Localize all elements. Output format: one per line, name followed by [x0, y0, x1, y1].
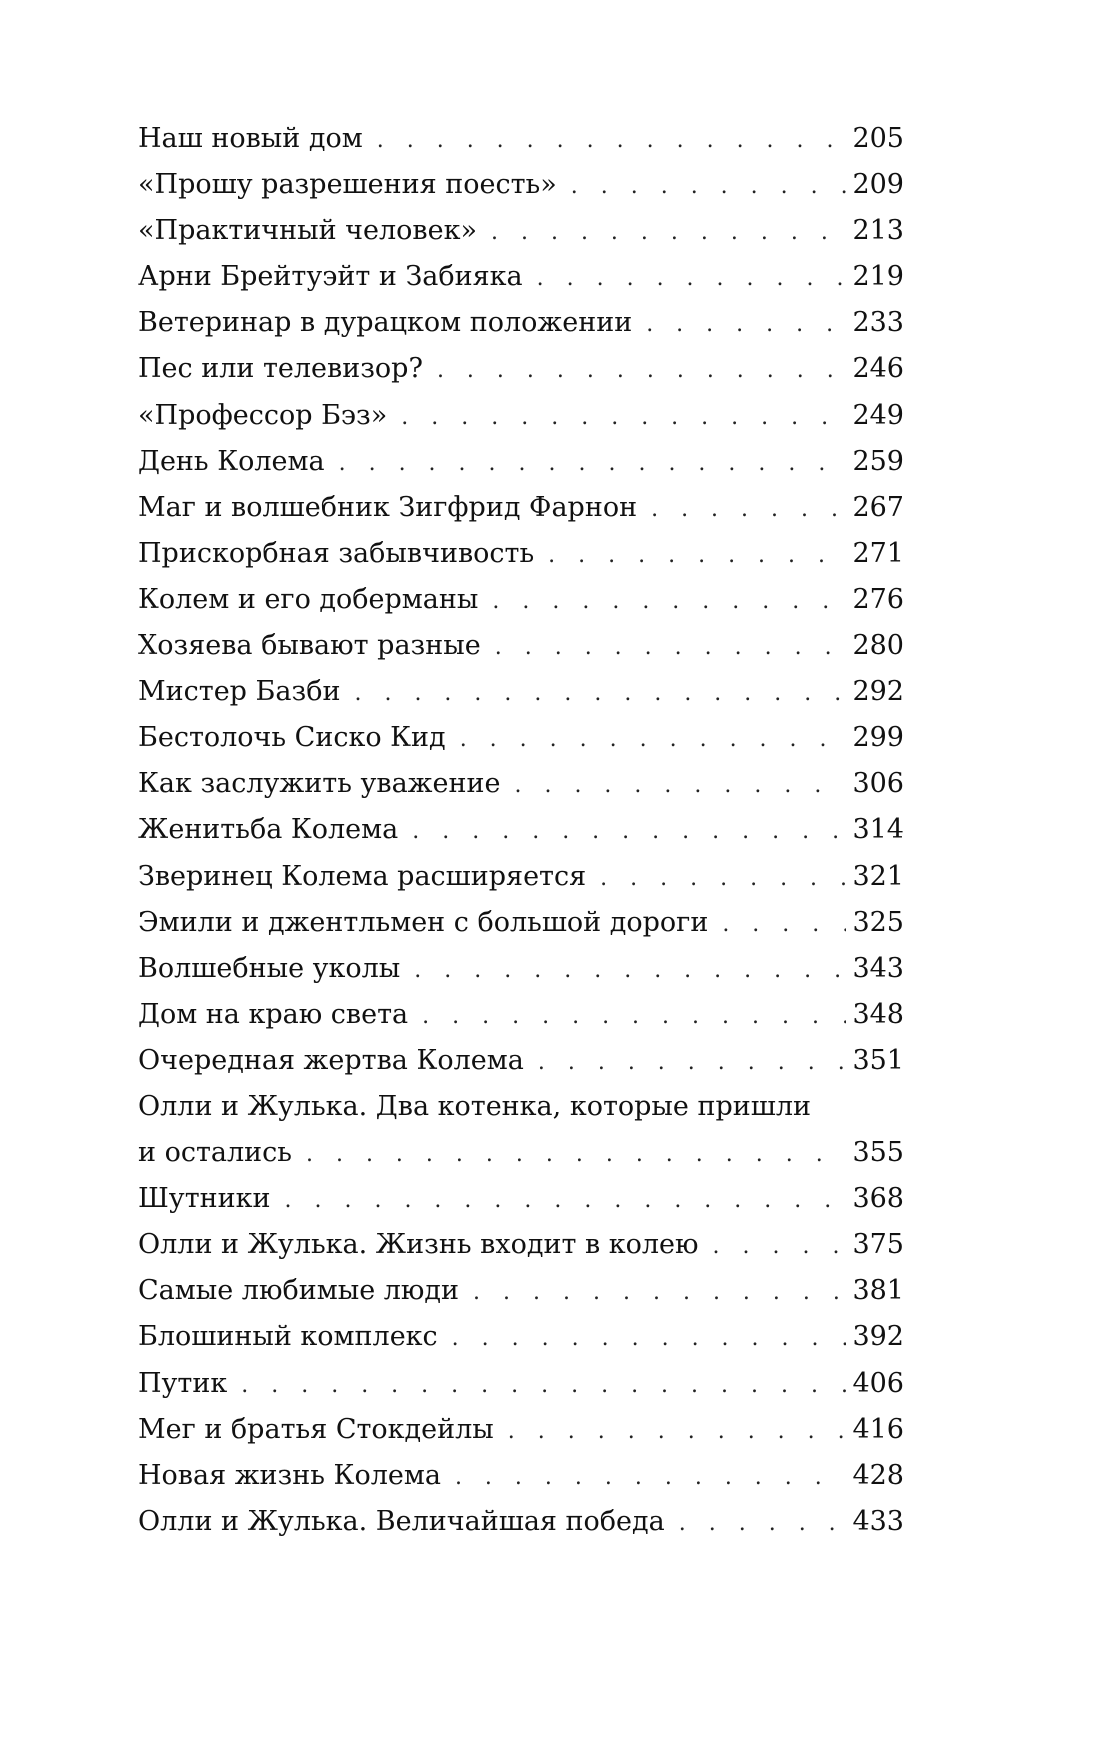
toc-entry-page: 259 — [852, 445, 904, 477]
dot-leader — [285, 1178, 847, 1224]
toc-entry — [138, 761, 904, 807]
toc-entry-page: 355 — [852, 1137, 904, 1169]
toc-entry-page: 433 — [852, 1505, 904, 1537]
toc-entry-page: 246 — [852, 353, 904, 385]
dot-leader — [241, 1363, 846, 1409]
toc-entry-title: Зверинец Колема расширяется — [138, 860, 587, 892]
toc-entry-title: Арни Брейтуэйт и Забияка — [138, 261, 523, 293]
toc-entry-title: «Прошу разрешения поесть» — [138, 169, 557, 201]
toc-entry-title: Женитьба Колема — [138, 814, 399, 846]
toc-entry-page: 321 — [852, 860, 904, 892]
dot-leader — [473, 1270, 846, 1316]
toc-entry-title: Олли и Жулька. Величайшая победа — [138, 1505, 665, 1537]
toc-entry-page: 368 — [852, 1183, 904, 1215]
toc-entry — [138, 1222, 904, 1268]
dot-leader — [722, 902, 846, 948]
toc-entry-title: Олли и Жулька. Жизнь входит в колею — [138, 1229, 699, 1261]
dot-leader — [460, 717, 847, 763]
toc-entry-page: 299 — [852, 722, 904, 754]
toc-entry — [138, 1176, 904, 1222]
toc-entry-title: Наш новый дом — [138, 123, 363, 154]
toc-entry-page: 209 — [852, 169, 904, 201]
toc-entry — [138, 1038, 904, 1084]
table-of-contents — [138, 116, 904, 1545]
toc-entry-title: Пес или телевизор? — [138, 353, 423, 385]
dot-leader — [548, 533, 846, 579]
dot-leader — [377, 118, 847, 164]
toc-entry-page: 249 — [852, 399, 904, 431]
dot-leader — [437, 348, 847, 394]
toc-entry-title: Дом на краю света — [138, 998, 409, 1030]
toc-entry — [138, 485, 904, 531]
toc-entry — [138, 346, 904, 392]
toc-entry-title: Путик — [138, 1367, 228, 1399]
toc-entry — [138, 715, 904, 761]
toc-entry-title: Хозяева бывают разные — [138, 630, 481, 662]
toc-entry — [138, 300, 904, 346]
dot-leader — [414, 948, 846, 994]
toc-entry — [138, 208, 904, 254]
toc-entry-title-continued: и остались — [138, 1137, 292, 1169]
dot-leader — [339, 441, 847, 487]
toc-entry — [138, 946, 904, 992]
toc-entry-page: 392 — [852, 1321, 904, 1353]
toc-entry-title: Эмили и джентльмен с большой дороги — [138, 906, 709, 938]
toc-entry-page: 314 — [852, 814, 904, 846]
toc-entry-page: 306 — [852, 768, 904, 800]
toc-entry-page: 292 — [852, 676, 904, 708]
toc-entry-title: Бестолочь Сиско Кид — [138, 722, 446, 754]
toc-entry-title: Самые любимые люди — [138, 1275, 460, 1307]
toc-entry — [138, 1453, 904, 1499]
toc-entry — [138, 854, 904, 900]
dot-leader — [306, 1132, 846, 1178]
dot-leader — [412, 809, 846, 855]
toc-entry-title: Колем и его доберманы — [138, 583, 479, 615]
toc-entry-page: 428 — [852, 1459, 904, 1491]
toc-entry — [138, 623, 904, 669]
toc-entry-page: 351 — [852, 1044, 904, 1076]
toc-entry-page: 271 — [852, 537, 904, 569]
dot-leader — [422, 994, 846, 1040]
toc-entry-title: Ветеринар в дурацком положении — [138, 307, 633, 339]
dot-leader — [514, 763, 846, 809]
dot-leader — [679, 1501, 847, 1547]
toc-entry — [138, 1407, 904, 1453]
toc-entry-title: Очередная жертва Колема — [138, 1044, 524, 1076]
dot-leader — [600, 856, 846, 902]
toc-entry-page: 267 — [852, 491, 904, 523]
toc-entry-title: «Профессор Бэз» — [138, 399, 388, 431]
toc-entry-page: 276 — [852, 583, 904, 615]
toc-entry-title: Мег и братья Стокдейлы — [138, 1413, 494, 1445]
toc-entry — [138, 1084, 904, 1176]
toc-entry — [138, 1499, 904, 1545]
toc-entry — [138, 439, 904, 485]
toc-entry — [138, 577, 904, 623]
toc-entry — [138, 669, 904, 715]
toc-entry-title: Как заслужить уважение — [138, 768, 501, 800]
dot-leader — [538, 1040, 847, 1086]
toc-entry-page: 343 — [852, 952, 904, 984]
toc-entry — [138, 254, 904, 300]
toc-entry — [138, 531, 904, 577]
toc-entry-title: День Колема — [138, 445, 325, 477]
toc-entry-title: Новая жизнь Колема — [138, 1459, 441, 1491]
toc-entry — [138, 900, 904, 946]
toc-entry-page: 219 — [852, 261, 904, 293]
toc-entry — [138, 992, 904, 1038]
dot-leader — [651, 487, 846, 533]
toc-entry-title: Прискорбная забывчивость — [138, 537, 535, 569]
toc-entry-title: «Практичный человек» — [138, 215, 477, 247]
toc-entry-page: 348 — [852, 998, 904, 1030]
dot-leader — [491, 210, 846, 256]
toc-entry-title: Шутники — [138, 1183, 271, 1215]
dot-leader — [492, 579, 846, 625]
toc-entry-page: 381 — [852, 1275, 904, 1307]
toc-entry-page: 325 — [852, 906, 904, 938]
dot-leader — [646, 302, 846, 348]
toc-entry-page: 416 — [852, 1413, 904, 1445]
toc-entry — [138, 1268, 904, 1314]
toc-entry-page: 233 — [852, 307, 904, 339]
toc-entry — [138, 393, 904, 439]
toc-entry-title: Мистер Базби — [138, 676, 341, 708]
toc-entry-continuation — [138, 1130, 904, 1176]
toc-entry-page: 205 — [852, 123, 904, 154]
dot-leader — [713, 1224, 847, 1270]
toc-entry — [138, 116, 904, 162]
dot-leader — [537, 256, 847, 302]
toc-entry — [138, 807, 904, 853]
toc-entry-title: Блошиный комплекс — [138, 1321, 438, 1353]
toc-entry — [138, 1361, 904, 1407]
dot-leader — [354, 671, 846, 717]
toc-entry-title: Маг и волшебник Зигфрид Фарнон — [138, 491, 638, 523]
dot-leader — [455, 1455, 847, 1501]
dot-leader — [571, 164, 847, 210]
toc-entry-title: Олли и Жулька. Два котенка, которые пришли — [138, 1090, 811, 1122]
dot-leader — [452, 1316, 847, 1362]
toc-entry-page: 375 — [852, 1229, 904, 1261]
dot-leader — [401, 395, 846, 441]
dot-leader — [495, 625, 847, 671]
toc-entry — [138, 162, 904, 208]
toc-entry-page: 406 — [852, 1367, 904, 1399]
toc-entry-page: 280 — [852, 630, 904, 662]
toc-entry-page: 213 — [852, 215, 904, 247]
toc-entry-title: Волшебные уколы — [138, 952, 401, 984]
toc-entry — [138, 1314, 904, 1360]
dot-leader — [508, 1409, 847, 1455]
